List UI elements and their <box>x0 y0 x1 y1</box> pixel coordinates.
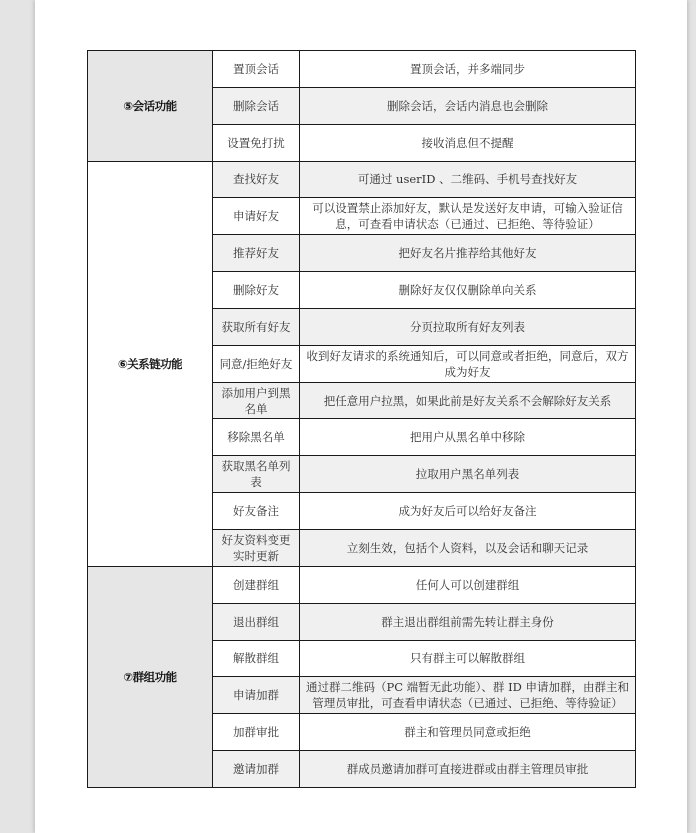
feature-desc: 删除好友仅仅删除单向关系 <box>300 272 636 309</box>
feature-desc: 可通过 userID 、二维码、手机号查找好友 <box>300 161 636 198</box>
feature-desc: 置顶会话，并多端同步 <box>300 51 636 88</box>
feature-name: 获取所有好友 <box>213 308 300 345</box>
feature-name: 加群审批 <box>213 714 300 751</box>
document-page <box>35 0 687 833</box>
feature-desc: 通过群二维码（PC 端暂无此功能）、群 ID 申请加群，由群主和管理员审批，可查看申请状态（已通过、已拒绝、等待验证） <box>300 677 636 714</box>
feature-desc: 立刻生效，包括个人资料，以及会话和聊天记录 <box>300 529 636 566</box>
feature-name: 申请好友 <box>213 198 300 235</box>
table-row <box>88 566 636 603</box>
feature-desc: 群主和管理员同意或拒绝 <box>300 714 636 751</box>
feature-table <box>87 50 636 788</box>
feature-name: 查找好友 <box>213 161 300 198</box>
feature-desc: 成为好友后可以给好友备注 <box>300 493 636 530</box>
feature-name: 同意/拒绝好友 <box>213 345 300 382</box>
feature-name: 删除会话 <box>213 87 300 124</box>
feature-desc: 把任意用户拉黑，如果此前是好友关系不会解除好友关系 <box>300 382 636 419</box>
feature-name: 创建群组 <box>213 566 300 603</box>
feature-desc: 分页拉取所有好友列表 <box>300 308 636 345</box>
table-row <box>88 161 636 198</box>
feature-name: 推荐好友 <box>213 235 300 272</box>
feature-desc: 任何人可以创建群组 <box>300 566 636 603</box>
feature-name: 置顶会话 <box>213 51 300 88</box>
feature-desc: 群主退出群组前需先转让群主身份 <box>300 603 636 640</box>
feature-name: 好友备注 <box>213 493 300 530</box>
table-row <box>88 51 636 88</box>
category-relationship: ⑥关系链功能 <box>88 161 213 566</box>
category-session: ⑤会话功能 <box>88 51 213 162</box>
feature-desc: 删除会话，会话内消息也会删除 <box>300 87 636 124</box>
feature-name: 邀请加群 <box>213 751 300 788</box>
category-group: ⑦群组功能 <box>88 566 213 787</box>
feature-desc: 可以设置禁止添加好友，默认是发送好友申请，可输入验证信息，可查看申请状态（已通过、已拒绝、等待验证） <box>300 198 636 235</box>
feature-desc: 把好友名片推荐给其他好友 <box>300 235 636 272</box>
feature-name: 退出群组 <box>213 603 300 640</box>
feature-name: 解散群组 <box>213 640 300 677</box>
feature-desc: 拉取用户黑名单列表 <box>300 456 636 493</box>
feature-desc: 接收消息但不提醒 <box>300 124 636 161</box>
feature-desc: 收到好友请求的系统通知后，可以同意或者拒绝，同意后，双方成为好友 <box>300 345 636 382</box>
feature-name: 设置免打扰 <box>213 124 300 161</box>
feature-desc: 群成员邀请加群可直接进群或由群主管理员审批 <box>300 751 636 788</box>
feature-name: 获取黑名单列表 <box>213 456 300 493</box>
feature-name: 添加用户到黑名单 <box>213 382 300 419</box>
feature-name: 好友资料变更实时更新 <box>213 529 300 566</box>
feature-name: 移除黑名单 <box>213 419 300 456</box>
feature-name: 删除好友 <box>213 272 300 309</box>
feature-desc: 只有群主可以解散群组 <box>300 640 636 677</box>
feature-desc: 把用户从黑名单中移除 <box>300 419 636 456</box>
feature-name: 申请加群 <box>213 677 300 714</box>
